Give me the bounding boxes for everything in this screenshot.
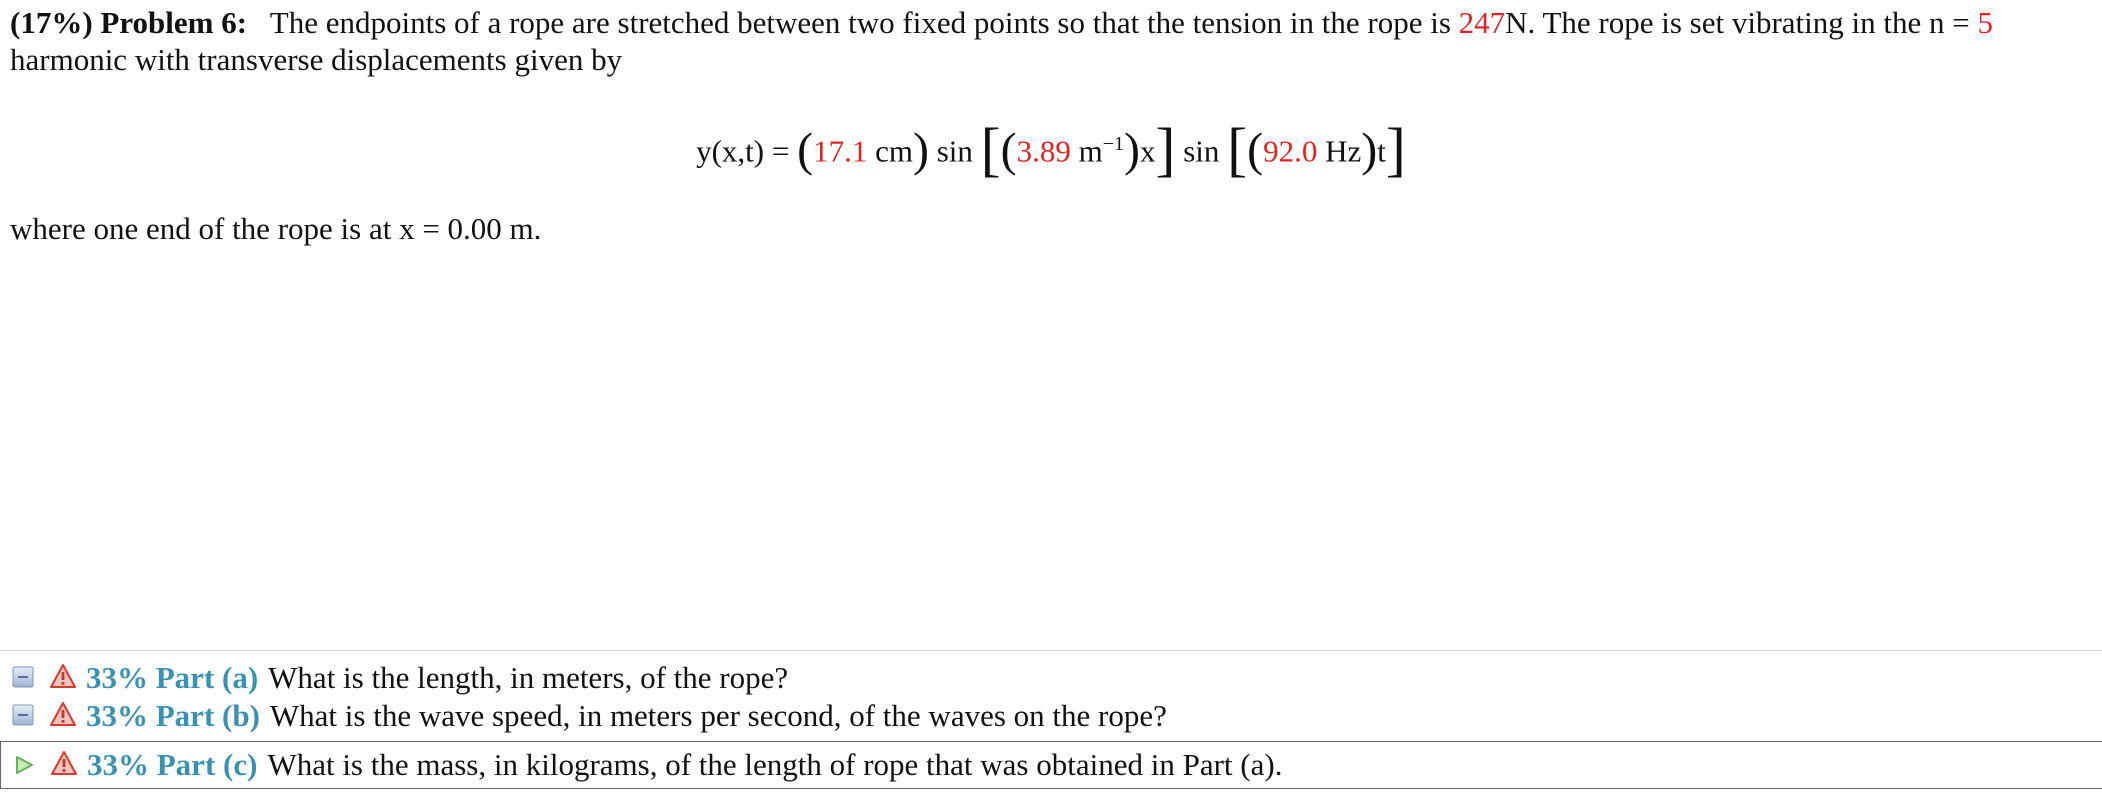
paren-close: ): [1124, 123, 1140, 177]
paren-close: ): [1361, 123, 1378, 177]
wavenumber-exponent: −1: [1102, 133, 1125, 155]
bracket-open: [: [1227, 116, 1248, 183]
part-b-label[interactable]: 33% Part (b): [86, 698, 260, 733]
tension-value: 247: [1458, 5, 1506, 40]
part-a-row[interactable]: [0, 659, 2102, 697]
bracket-close: ]: [1385, 116, 1406, 183]
frequency-unit: Hz: [1325, 133, 1362, 169]
expand-triangle-icon[interactable]: [14, 742, 34, 788]
collapsed-box-icon[interactable]: [12, 659, 34, 697]
t-variable: t: [1377, 133, 1386, 169]
amplitude-unit: cm: [875, 133, 913, 169]
part-b-row[interactable]: [0, 697, 2102, 735]
section-divider: [0, 650, 2102, 651]
problem-text: The endpoints of a rope are stretched between two fixed points so that the tension in the rope is: [269, 5, 1451, 40]
bracket-close: ]: [1155, 116, 1176, 183]
part-a-question: What is the length, in meters, of the rope?: [268, 660, 789, 695]
equation-lhs: y(x,t) =: [696, 133, 790, 169]
warning-icon: [51, 742, 77, 788]
problem-statement: [10, 4, 2095, 78]
warning-icon: [50, 697, 76, 735]
problem-text-line2: harmonic with transverse displacements given by: [10, 42, 623, 77]
problem-text-2: N. The rope is set vibrating in the n =: [1505, 5, 1970, 40]
part-a-label[interactable]: 33% Part (a): [86, 660, 259, 695]
paren-close: ): [912, 123, 929, 177]
displacement-equation: [0, 112, 2102, 183]
collapsed-box-icon[interactable]: [12, 697, 34, 735]
wavenumber-unit: m: [1078, 133, 1103, 169]
harmonic-number: 5: [1977, 5, 1993, 40]
paren-open: (: [797, 123, 814, 177]
where-statement: where one end of the rope is at x = 0.00 m.: [10, 211, 542, 246]
problem-title: Problem 6:: [100, 5, 248, 40]
frequency-value: 92.0: [1263, 133, 1318, 169]
warning-icon: [50, 659, 76, 697]
problem-percent: (17%): [10, 5, 93, 40]
paren-open: (: [1247, 123, 1264, 177]
part-b-question: What is the wave speed, in meters per second, of the waves on the rope?: [269, 698, 1167, 733]
amplitude-value: 17.1: [813, 133, 868, 169]
paren-open: (: [1000, 123, 1017, 177]
sin-1: sin: [936, 133, 973, 169]
part-c-label[interactable]: 33% Part (c): [87, 747, 258, 782]
part-c-question: What is the mass, in kilograms, of the length of rope that was obtained in Part (a).: [267, 747, 1283, 782]
part-c-row[interactable]: [0, 741, 2102, 789]
sin-2: sin: [1183, 133, 1220, 169]
wavenumber-value: 3.89: [1016, 133, 1071, 169]
bracket-open: [: [980, 116, 1001, 183]
x-variable: x: [1140, 133, 1156, 169]
